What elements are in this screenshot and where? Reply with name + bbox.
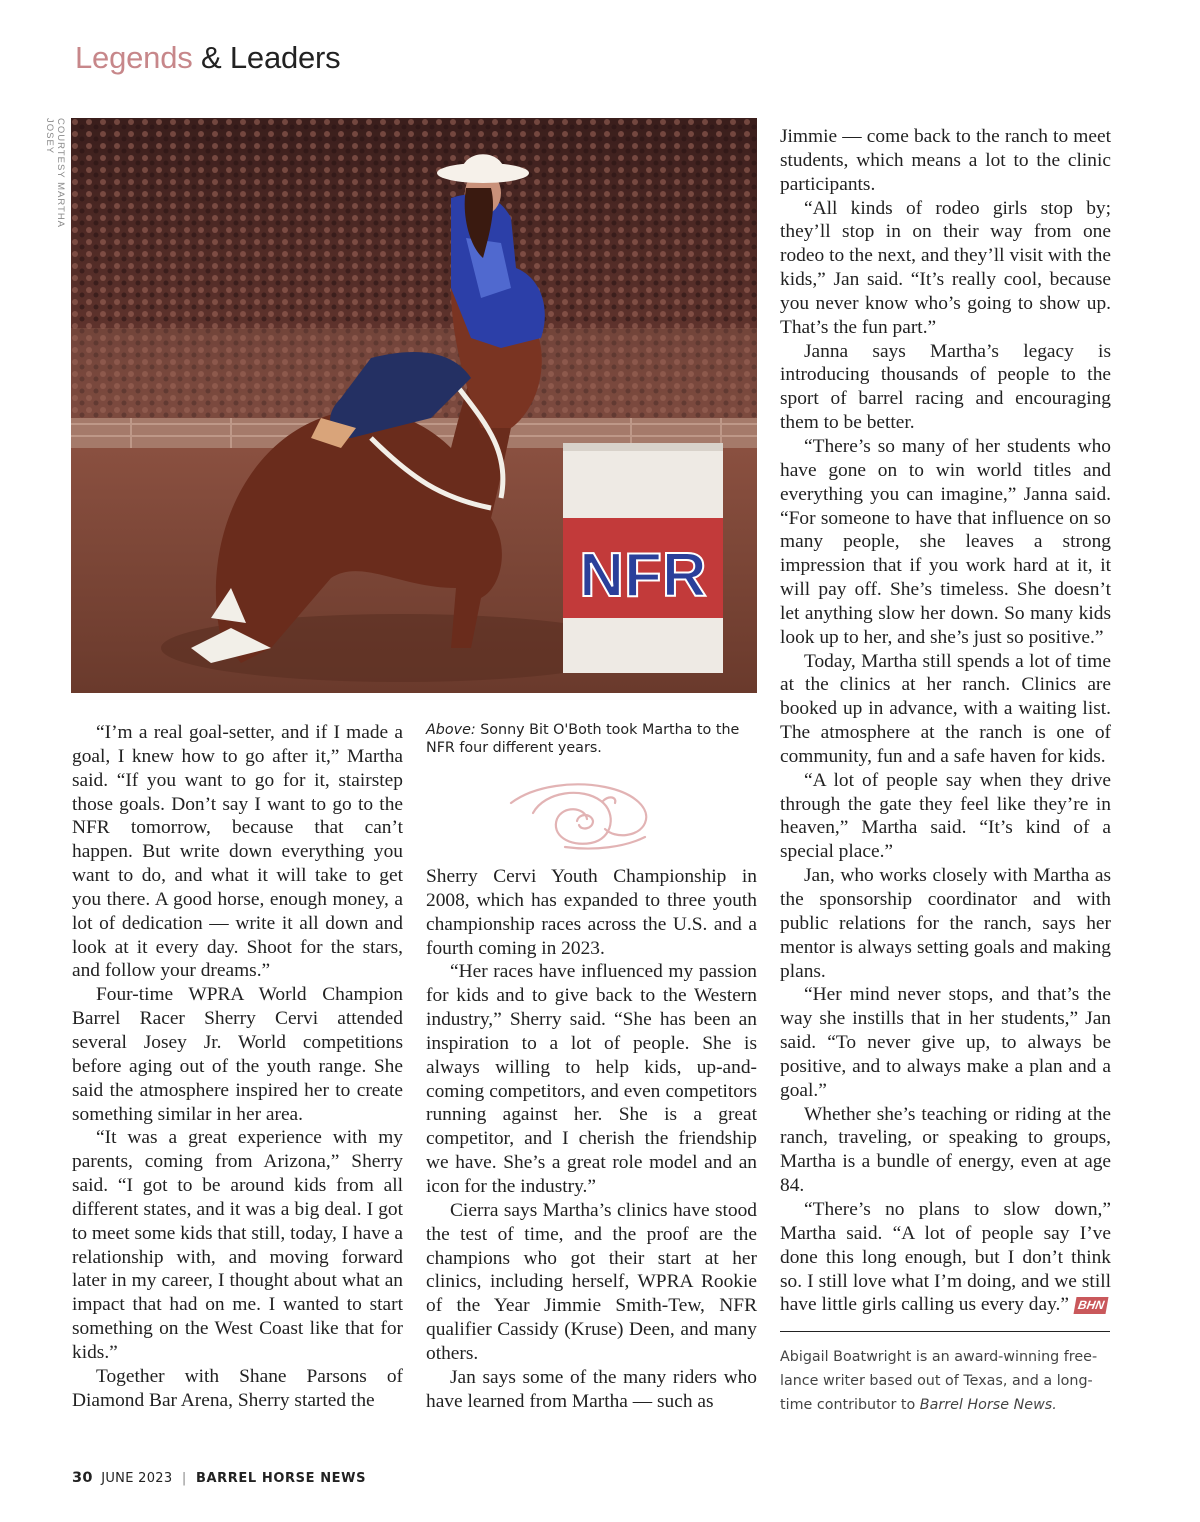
article-column-2 (426, 865, 757, 1413)
paragraph: Jan, who works closely with Martha as the sponsorship coordinator and with public relations for the ranch, says her mentor is always setting goals and making plans. (780, 865, 1111, 982)
section-header (75, 40, 341, 76)
paragraph: “Her races have influenced my passion for kids and to give back to the Western industry,” Sherry said. “She has been an inspiration to a lot of people. She is always willing to help kids, up-and-coming competitors, and even competitors running against her. She is a great competitor, and I cherish the friendship we have. She’s a great role model and an icon for the industry.” (426, 961, 757, 1197)
bio-text: Abigail Boatwright is an award-winning free-lance writer based out of Texas, and a long-time contributor to (780, 1349, 1098, 1413)
end-mark-logo: BHN (1073, 1297, 1108, 1314)
publication-name: BARREL HORSE NEWS (196, 1471, 367, 1486)
page-number: 30 (72, 1470, 93, 1486)
rodeo-photo (71, 118, 757, 693)
swirl-ornament-icon (505, 773, 655, 853)
caption-text: Sonny Bit O'Both took Martha to the NFR four different years. (426, 722, 740, 756)
article-column-3 (780, 125, 1111, 1317)
paragraph: Four-time WPRA World Champion Barrel Racer Sherry Cervi attended several Josey Jr. World competitions before aging out of the youth range. She said the atmosphere inspired her to create something similar in her area. (72, 984, 403, 1125)
paragraph: “I’m a real goal-setter, and if I made a goal, I knew how to go after it,” Martha said. “If you want to go for it, stairstep those goals. Don’t say I want to go to the NFR tomorrow, because that can’t happen. But write down everything you want to do, and what it will take to get you there. A good horse, enough money, a lot of dedication — write it all down and look at it every day. Shoot for the stars, and follow your dreams.” (72, 722, 403, 982)
paragraph: Cierra says Martha’s clinics have stood the test of time, and the proof are the champions who got their start at her clinics, including herself, WPRA Rookie of the Year Jimmie Smith-Tew, NFR qualifier Cassidy (Kruse) Deen, and many others. (426, 1199, 757, 1364)
paragraph: “All kinds of rodeo girls stop by; they’ll stop in on their way from one rodeo to the next, and they’ll visit with the kids,” Jan said. “It’s really cool, because you never know who’s going to show up. That’s the fun part.” (780, 197, 1111, 338)
paragraph: Jimmie — come back to the ranch to meet students, which means a lot to the clinic participants. (780, 126, 1111, 195)
paragraph: Janna says Martha’s legacy is introducing thousands of people to the sport of barrel racing and encouraging them to be better. (780, 340, 1111, 434)
paragraph: Sherry Cervi Youth Championship in 2008, which has expanded to three youth championship races across the U.S. and a fourth coming in 2023. (426, 866, 757, 959)
paragraph: Whether she’s teaching or riding at the ranch, traveling, or speaking to groups, Martha is a bundle of energy, even at age 84. (780, 1103, 1111, 1197)
section-title-accent: Legends (75, 40, 193, 75)
photo-caption (426, 721, 756, 757)
caption-lead: Above: (426, 722, 476, 738)
paragraph: “A lot of people say when they drive through the gate they feel like they’re in heaven,” Martha said. “It’s kind of a special place.” (780, 769, 1111, 863)
issue-date: JUNE 2023 (101, 1471, 173, 1486)
rodeo-photo-illustration (71, 118, 757, 693)
barrel (563, 443, 723, 673)
page-footer (72, 1470, 366, 1486)
paragraph: Together with Shane Parsons of Diamond Bar Arena, Sherry started the (72, 1365, 403, 1411)
paragraph: “There’s so many of her students who have gone on to win world titles and everything you can imagine,” Janna said. “For someone to have that influence on so many people, she leaves a strong impression that if you work hard at it, it will pay off. She’s timeless. She doesn’t let anything slow her down. So many kids look up to her, and she’s just so positive.” (780, 435, 1111, 648)
last-paragraph (780, 1198, 1111, 1317)
bio-publication: Barrel Horse News. (919, 1397, 1057, 1413)
paragraph: “It was a great experience with my parents, coming from Arizona,” Sherry said. “I got to be around kids from all different states, and it was a big deal. I got to meet some kids that still, today, I have a relationship with, and moving forward later in my career, I thought about what an impact that had on me. I wanted to start something on the West Coast like that for kids.” (72, 1127, 404, 1363)
divider (780, 1331, 1110, 1332)
footer-separator: | (181, 1471, 187, 1486)
section-title-rest: & Leaders (200, 40, 341, 75)
paragraph: Today, Martha still spends a lot of time at the clinics at her ranch. Clinics are booked up in advance, with a waiting list. The atmosphere at the ranch is one of community, fun and a safe haven for kids. (780, 650, 1111, 767)
author-bio (780, 1345, 1110, 1417)
article-column-1 (72, 721, 403, 1412)
photo-credit: COURTESY MARTHA JOSEY (44, 118, 66, 228)
paragraph: Jan says some of the many riders who have learned from Martha — such as (426, 1366, 757, 1412)
barrel-logo: NFR (579, 541, 707, 610)
paragraph: “Her mind never stops, and that’s the way she instills that in her students,” Jan said. “To never give up, to always be positive, and to always make a plan and a goal.” (780, 984, 1111, 1101)
paragraph-text: “There’s no plans to slow down,” Martha said. “A lot of people say I’ve done this long enough, but I don’t think so. I still love what I’m doing, and we still have little girls calling us every day.” (780, 1198, 1111, 1316)
